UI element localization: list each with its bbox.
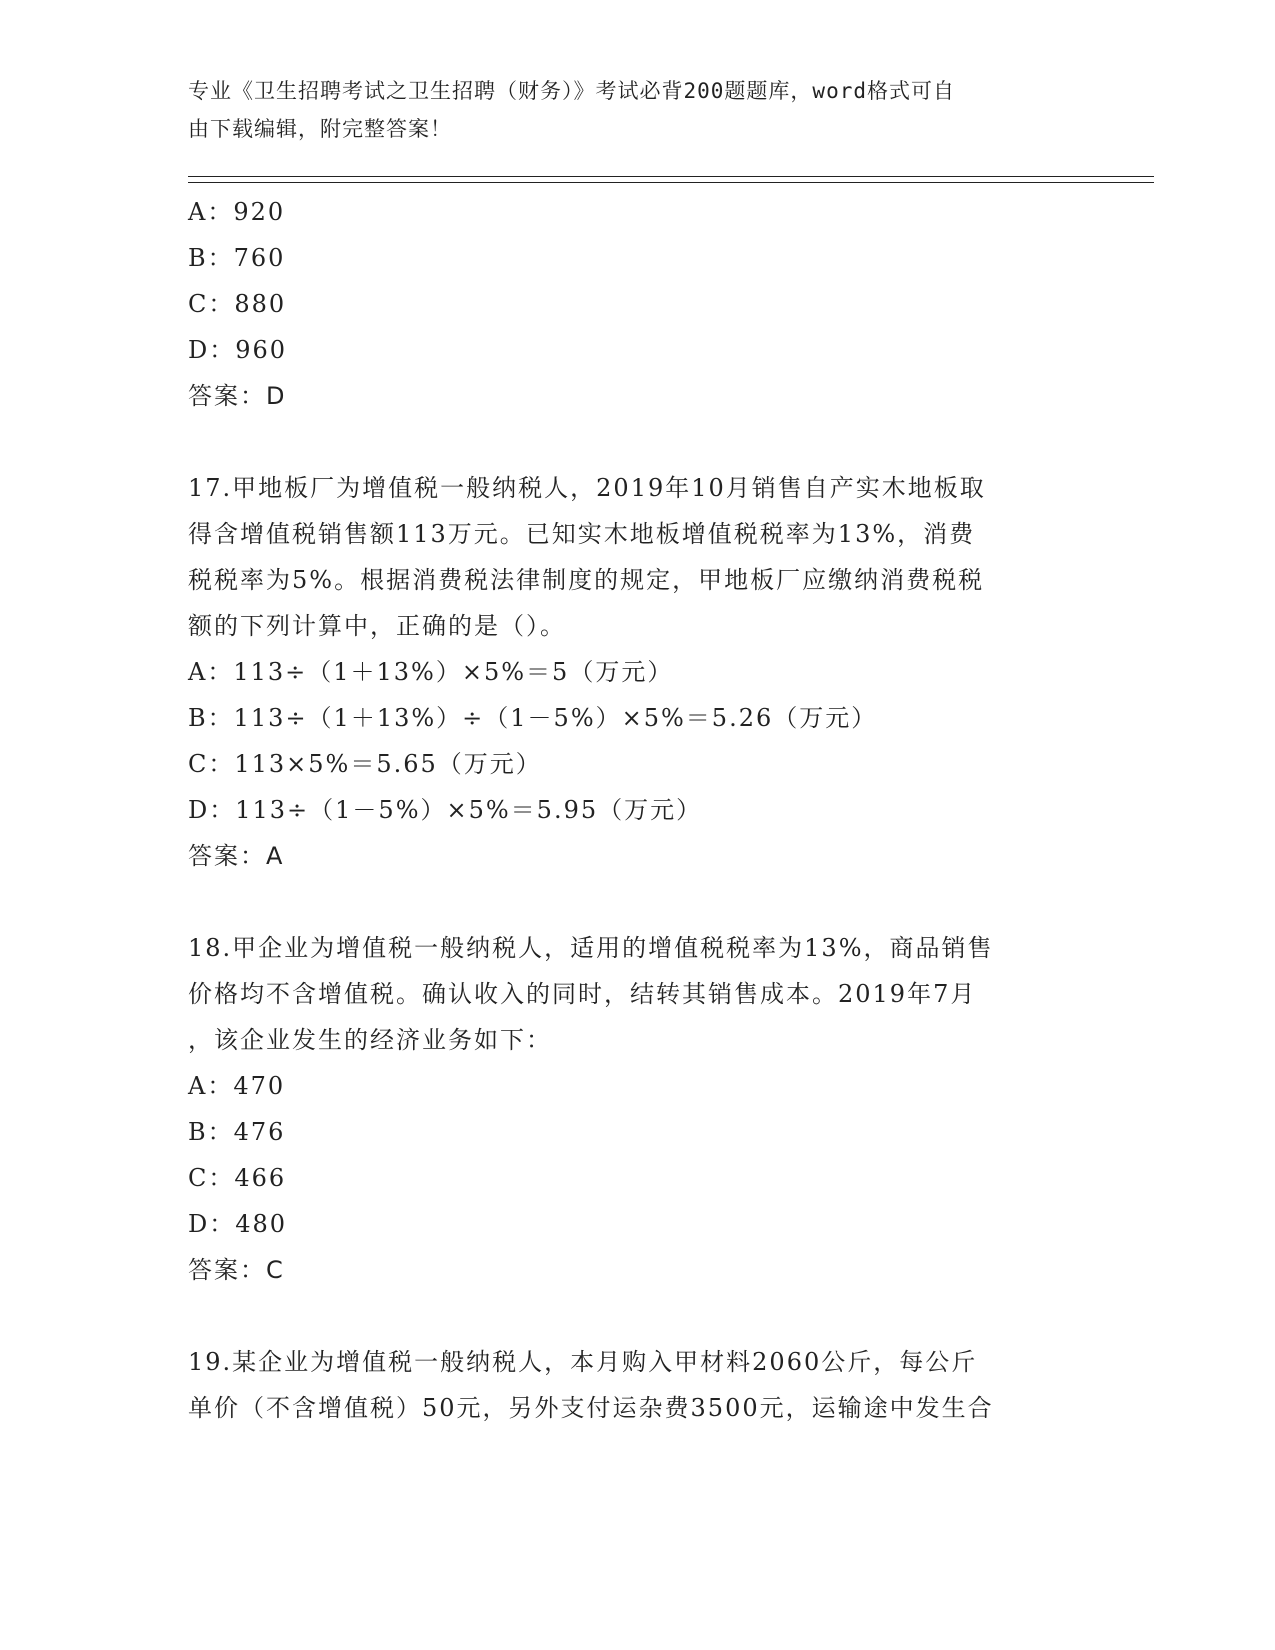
header-line-2: 由下载编辑，附完整答案！ [188, 117, 452, 141]
question-stem-line: 价格均不含增值税。确认收入的同时，结转其销售成本。2019年7月 [188, 980, 977, 1008]
spacer [188, 1293, 1088, 1339]
option-a: A：113÷（1＋13%）×5%＝5（万元） [188, 658, 674, 686]
option-b: B：760 [188, 244, 286, 272]
question-stem-line: ，该企业发生的经济业务如下： [188, 1026, 552, 1054]
answer-line: 答案：C [188, 1256, 285, 1284]
option-a: A：470 [188, 1072, 286, 1100]
option-c: C：113×5%＝5.65（万元） [188, 750, 542, 778]
question-16-block [188, 189, 1088, 419]
question-18-block [188, 925, 1088, 1293]
document-header [188, 72, 1088, 148]
question-stem-line: 税税率为5%。根据消费税法律制度的规定，甲地板厂应缴纳消费税税 [188, 566, 985, 594]
answer-line: 答案：A [188, 842, 285, 870]
option-b: B：113÷（1＋13%）÷（1－5%）×5%＝5.26（万元） [188, 704, 878, 732]
question-stem-line: 19.某企业为增值税一般纳税人，本月购入甲材料2060公斤，每公斤 [188, 1348, 978, 1376]
document-body [188, 189, 1088, 1431]
question-19-block [188, 1339, 1088, 1431]
question-stem-line: 得含增值税销售额113万元。已知实木地板增值税税率为13%，消费 [188, 520, 976, 548]
header-line-1: 专业《卫生招聘考试之卫生招聘（财务）》考试必背200题题库，word格式可自 [188, 79, 955, 103]
option-c: C：466 [188, 1164, 287, 1192]
question-stem-line: 额的下列计算中，正确的是（）。 [188, 612, 566, 640]
question-stem-line: 单价（不含增值税）50元，另外支付运杂费3500元，运输途中发生合 [188, 1394, 994, 1422]
option-c: C：880 [188, 290, 287, 318]
question-17-block [188, 465, 1088, 879]
header-divider-bottom [188, 182, 1154, 183]
question-stem-line: 17.甲地板厂为增值税一般纳税人，2019年10月销售自产实木地板取 [188, 474, 986, 502]
question-stem-line: 18.甲企业为增值税一般纳税人，适用的增值税税率为13%，商品销售 [188, 934, 994, 962]
option-a: A：920 [188, 198, 286, 226]
answer-line: 答案：D [188, 382, 287, 410]
spacer [188, 879, 1088, 925]
option-b: B：476 [188, 1118, 286, 1146]
header-divider-top [188, 176, 1154, 177]
spacer [188, 419, 1088, 465]
option-d: D：960 [188, 336, 288, 364]
option-d: D：480 [188, 1210, 288, 1238]
option-d: D：113÷（1－5%）×5%＝5.95（万元） [188, 796, 703, 824]
